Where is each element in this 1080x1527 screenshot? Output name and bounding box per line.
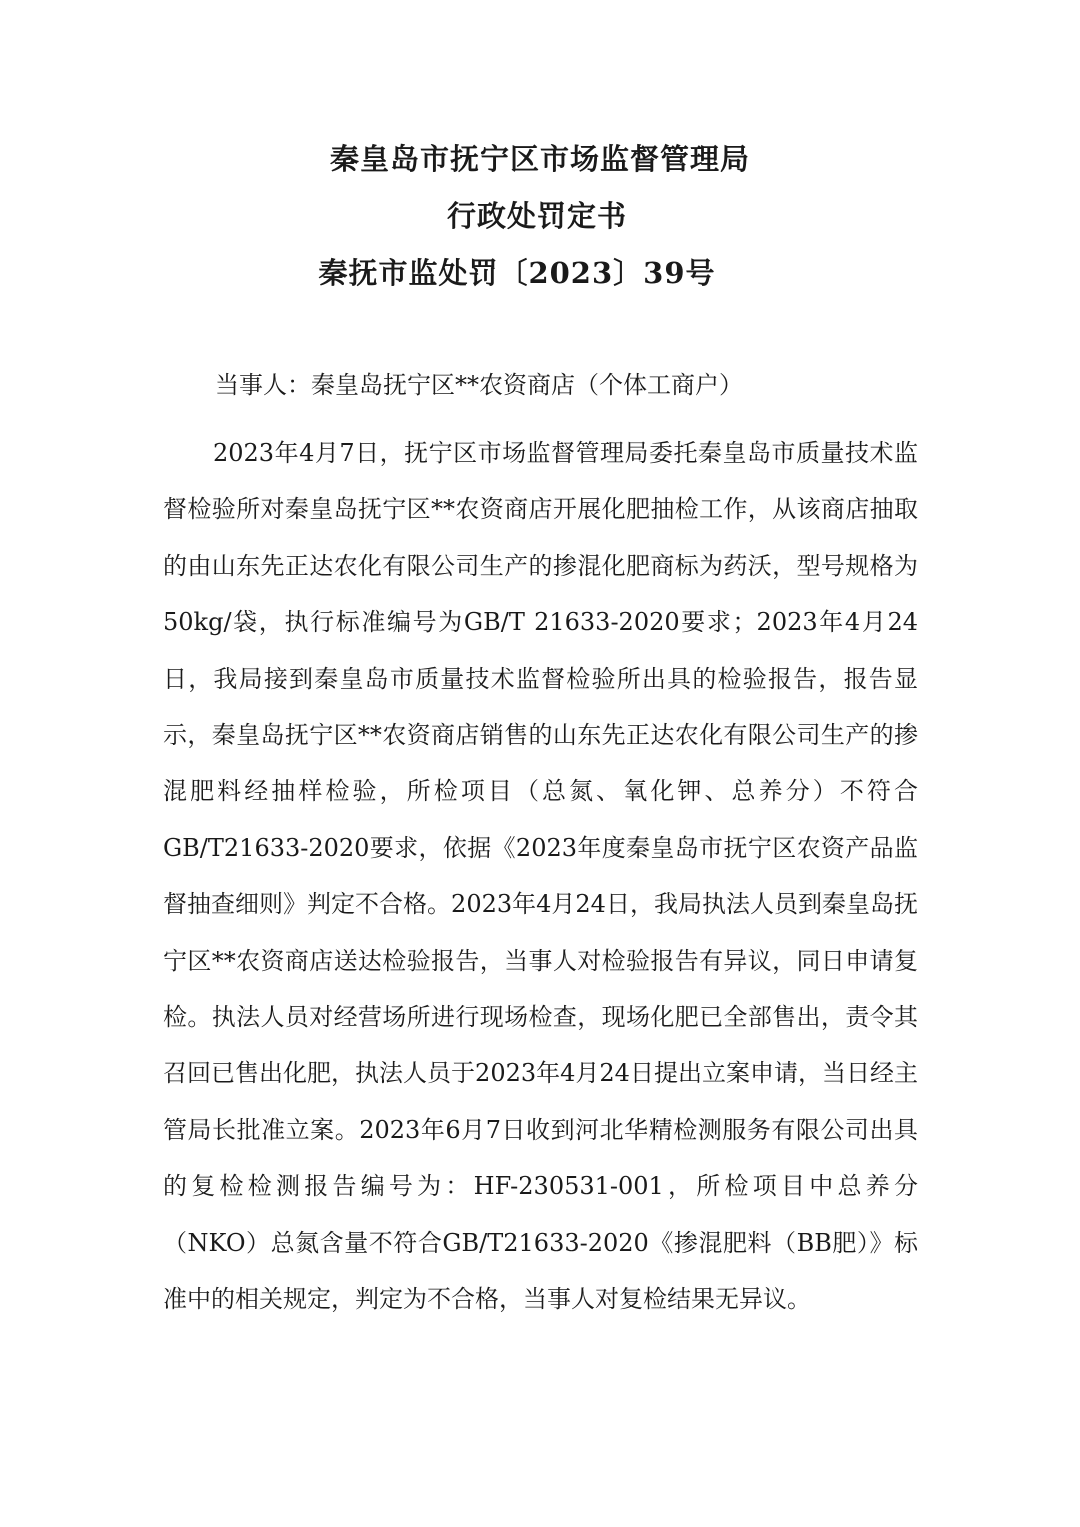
party-line: 当事人：秦皇岛抚宁区**农资商店（个体工商户）: [215, 371, 743, 399]
document-number: 秦抚市监处罚〔2023〕39号: [318, 256, 716, 290]
document-type-title: 行政处罚定书: [446, 199, 627, 233]
case-facts-paragraph: 2023年4月7日，抚宁区市场监督管理局委托秦皇岛市质量技术监督检验所对秦皇岛抚宁区**农资商店开展化肥抽检工作，从该商店抽取的由山东先正达农化有限公司生产的掺混化肥商标为药沃，型号规格为50kg/袋，执行标准编号为GB/T 21633-2020要求；2023年4月24日，我局接到秦皇岛市质量技术监督检验所出具的检验报告，报告显示，秦皇岛抚宁区**农资商店销售的山东先正达农化有限公司生产的掺混肥料经抽样检验，所检项目（总氮、氧化钾、总养分）不符合GB/T21633-2020要求，依据《2023年度秦皇岛市抚宁区农资产品监督抽查细则》判定不合格。2023年4月24日，我局执法人员到秦皇岛抚宁区**农资商店送达检验报告，当事人对检验报告有异议，同日申请复检。执法人员对经营场所进行现场检查，现场化肥已全部售出，责令其召回已售出化肥，执法人员于2023年4月24日提出立案申请，当日经主管局长批准立案。2023年6月7日收到河北华精检测服务有限公司出具的复检检测报告编号为：HF-230531-001，所检项目中总养分（NKO）总氮含量不符合GB/T21633-2020《掺混肥料（BB肥）》标准中的相关规定，判定为不合格，当事人对复检结果无异议。: [163, 439, 918, 1314]
issuing-authority-title: 秦皇岛市抚宁区市场监督管理局: [329, 142, 750, 176]
